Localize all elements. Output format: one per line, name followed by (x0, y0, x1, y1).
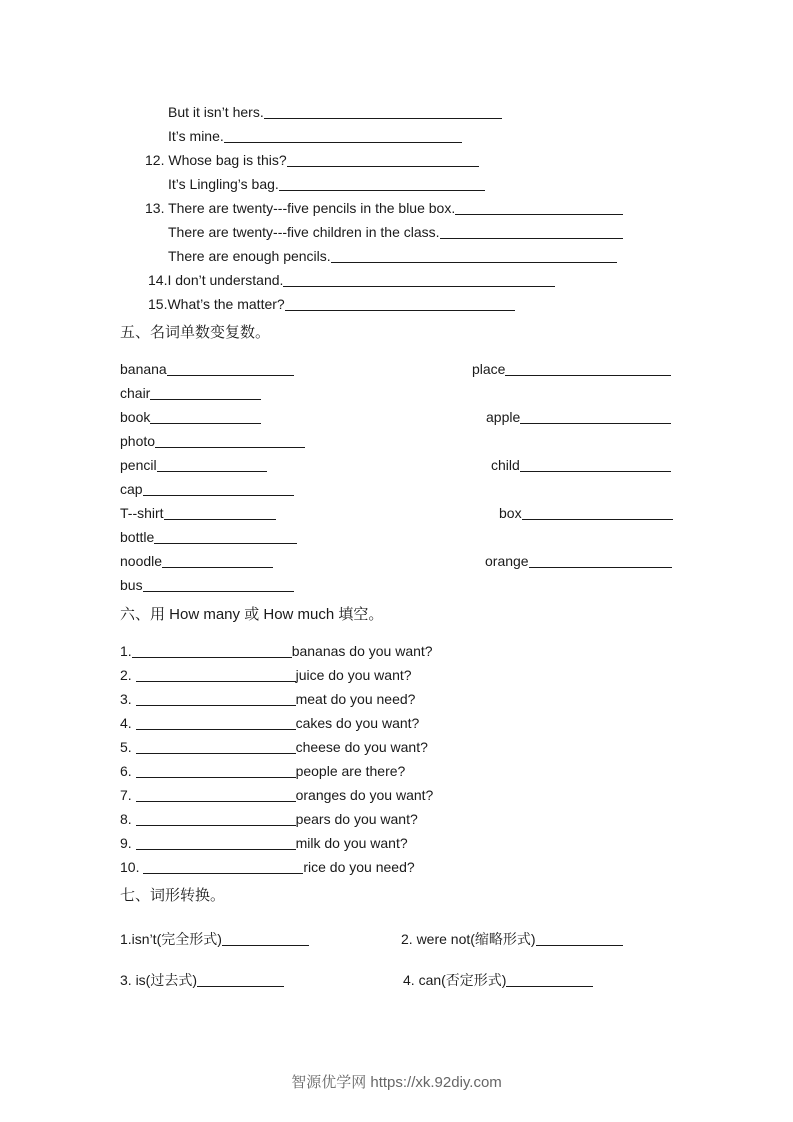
fill-item: 2. juice do you want? (120, 667, 412, 683)
answer-blank[interactable] (136, 811, 296, 826)
answer-blank[interactable] (150, 409, 261, 424)
sentence-line: It’s Lingling’s bag. (168, 175, 485, 193)
answer-blank[interactable] (529, 553, 672, 568)
section-title: 六、用 How many 或 How much 填空。 (120, 606, 384, 623)
answer-blank[interactable] (136, 835, 296, 850)
word-item: chair (120, 384, 261, 402)
answer-blank[interactable] (505, 361, 671, 376)
answer-blank[interactable] (264, 104, 502, 119)
answer-blank[interactable] (455, 200, 623, 215)
word-item: T--shirt (120, 504, 276, 522)
answer-blank[interactable] (143, 481, 294, 496)
answer-blank[interactable] (283, 272, 555, 287)
sentence-line: 12. Whose bag is this? (145, 151, 479, 169)
transform-item: 3. is(过去式) (120, 971, 284, 989)
answer-blank[interactable] (222, 931, 309, 946)
word-item: apple (486, 408, 671, 426)
word-item: noodle (120, 552, 273, 570)
word-item: bottle (120, 528, 297, 546)
word-item: book (120, 408, 261, 426)
answer-blank[interactable] (536, 931, 623, 946)
answer-blank[interactable] (440, 224, 623, 239)
answer-blank[interactable] (136, 739, 296, 754)
transform-item: 2. were not(缩略形式) (401, 930, 623, 948)
fill-item: 10. rice do you need? (120, 859, 415, 875)
answer-blank[interactable] (285, 296, 515, 311)
section-title: 七、词形转换。 (120, 887, 226, 904)
answer-blank[interactable] (506, 972, 593, 987)
sentence-line: 14.I don’t understand. (148, 271, 555, 289)
watermark-text: 智源优学网 https://xk.92diy.com (291, 1074, 502, 1091)
fill-item: 6. people are there? (120, 763, 406, 779)
answer-blank[interactable] (520, 457, 671, 472)
answer-blank[interactable] (155, 433, 305, 448)
word-item: photo (120, 432, 305, 450)
answer-blank[interactable] (331, 248, 617, 263)
fill-item: 7. oranges do you want? (120, 787, 434, 803)
answer-blank[interactable] (136, 691, 296, 706)
word-item: banana (120, 360, 294, 378)
word-item: place (472, 360, 671, 378)
answer-blank[interactable] (162, 553, 273, 568)
answer-blank[interactable] (287, 152, 479, 167)
fill-item: 3. meat do you need? (120, 691, 416, 707)
answer-blank[interactable] (522, 505, 673, 520)
fill-item: 9. milk do you want? (120, 835, 408, 851)
answer-blank[interactable] (143, 577, 294, 592)
transform-item: 4. can(否定形式) (403, 971, 593, 989)
sentence-line: There are twenty---five children in the class. (168, 223, 623, 241)
answer-blank[interactable] (154, 529, 297, 544)
word-item: box (499, 504, 673, 522)
transform-item: 1.isn’t(完全形式) (120, 930, 309, 948)
answer-blank[interactable] (143, 859, 303, 874)
answer-blank[interactable] (150, 385, 261, 400)
answer-blank[interactable] (279, 176, 485, 191)
sentence-line: But it isn’t hers. (168, 103, 502, 121)
answer-blank[interactable] (164, 505, 276, 520)
answer-blank[interactable] (167, 361, 294, 376)
fill-item: 8. pears do you want? (120, 811, 418, 827)
answer-blank[interactable] (136, 787, 296, 802)
fill-item: 5. cheese do you want? (120, 739, 428, 755)
fill-item: 1. bananas do you want? (120, 643, 433, 659)
answer-blank[interactable] (197, 972, 284, 987)
word-item: cap (120, 480, 294, 498)
sentence-line: 15.What’s the matter? (148, 295, 515, 313)
answer-blank[interactable] (136, 715, 296, 730)
answer-blank[interactable] (520, 409, 671, 424)
answer-blank[interactable] (157, 457, 267, 472)
word-item: child (491, 456, 671, 474)
fill-item: 4. cakes do you want? (120, 715, 420, 731)
sentence-line: 13. There are twenty---five pencils in the blue box. (145, 199, 623, 217)
sentence-line: There are enough pencils. (168, 247, 617, 265)
section-title: 五、名词单数变复数。 (120, 324, 271, 341)
answer-blank[interactable] (136, 667, 296, 682)
answer-blank[interactable] (224, 128, 462, 143)
word-item: bus (120, 576, 294, 594)
sentence-line: It’s mine. (168, 127, 462, 145)
word-item: orange (485, 552, 672, 570)
answer-blank[interactable] (136, 763, 296, 778)
word-item: pencil (120, 456, 267, 474)
answer-blank[interactable] (132, 643, 292, 658)
